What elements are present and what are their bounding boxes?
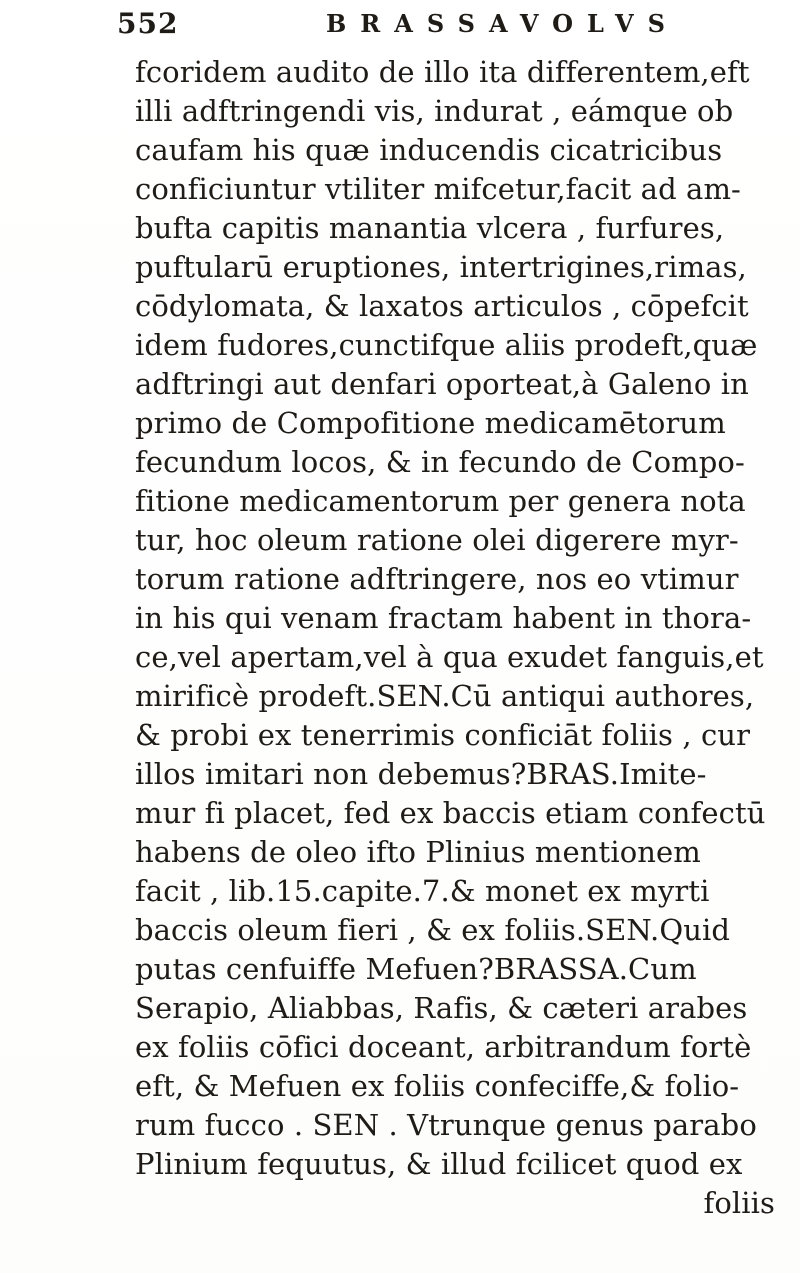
text-line-27: eft, & Mefuen ex foliis confeciffe,& folio-: [135, 1069, 740, 1103]
text-line-15: in his qui venam fractam habent in thora-: [135, 601, 752, 635]
text-line-7: cōdylomata, & laxatos articulos , cōpefcit: [135, 289, 749, 323]
text-line-22: facit , lib.15.capite.7.& monet ex myrti: [135, 874, 710, 908]
text-line-26: ex foliis cōfici doceant, arbitrandum fortè: [135, 1030, 752, 1064]
text-line-20: mur fi placet, fed ex baccis etiam confectū: [135, 796, 766, 830]
text-line-25: Serapio, Aliabbas, Rafis, & cæteri arabes: [135, 991, 748, 1025]
text-line-28: rum fucco . SEN . Vtrunque genus parabo: [135, 1108, 757, 1142]
catchword: foliis: [703, 1186, 775, 1220]
text-line-6: puftularū eruptiones, intertrigines,rimas,: [135, 250, 747, 284]
text-line-21: habens de oleo ifto Plinius mentionem: [135, 835, 701, 869]
text-line-9: adftringi aut denfari oporteat,à Galeno in: [135, 367, 749, 401]
text-line-17: mirificè prodeft.SEN.Cū antiqui authores,: [135, 679, 755, 713]
text-line-8: idem fudores,cunctifque aliis prodeft,quæ: [135, 328, 758, 362]
text-line-23: baccis oleum fieri , & ex foliis.SEN.Quid: [135, 913, 731, 947]
text-line-29: Plinium fequutus, & illud fcilicet quod ex: [135, 1147, 743, 1181]
text-line-18: & probi ex tenerrimis conficiāt foliis , cur: [135, 718, 751, 752]
text-line-19: illos imitari non debemus?BRAS.Imite-: [135, 757, 707, 791]
text-block: [135, 53, 775, 1243]
text-line-5: bufta capitis manantia vlcera , furfures,: [135, 211, 725, 245]
running-head: BRASSAVOLVS: [326, 9, 679, 38]
text-line-13: tur, hoc oleum ratione olei digerere myr-: [135, 523, 739, 557]
text-line-1: fcoridem audito de illo ita differentem,eft: [135, 55, 750, 89]
text-line-2: illi adftringendi vis, indurat , eámque ob: [135, 94, 734, 128]
text-line-12: fitione medicamentorum per genera nota: [135, 484, 746, 518]
text-line-24: putas cenfuiffe Mefuen?BRASSA.Cum: [135, 952, 697, 986]
text-line-11: fecundum locos, & in fecundo de Compo-: [135, 445, 745, 479]
page-number: 552: [117, 7, 179, 40]
page-header: [117, 6, 677, 42]
text-line-10: primo de Compofitione medicamētorum: [135, 406, 726, 440]
text-line-4: conficiuntur vtiliter mifcetur,facit ad am-: [135, 172, 741, 206]
text-line-16: ce,vel apertam,vel à qua exudet fanguis,et: [135, 640, 764, 674]
text-line-14: torum ratione adftringere, nos eo vtimur: [135, 562, 739, 596]
text-line-3: caufam his quæ inducendis cicatricibus: [135, 133, 723, 167]
